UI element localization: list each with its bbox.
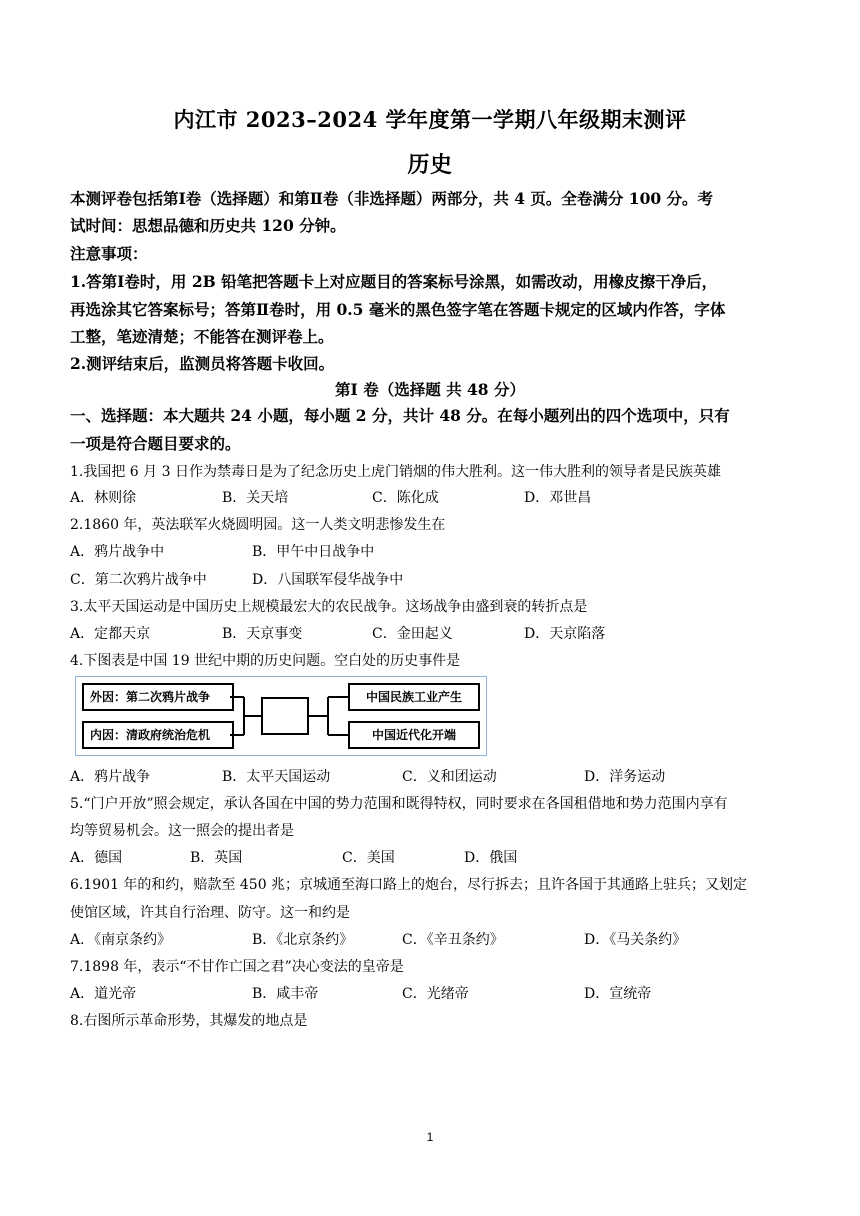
question-7-option-d: D．宣统帝: [584, 986, 652, 1002]
intro-line-1: 本测评卷包括第Ⅰ卷（选择题）和第Ⅱ卷（非选择题）两部分，共 4 页。全卷满分 100 分。考: [70, 189, 714, 208]
note-1-line-1: 1.答第Ⅰ卷时，用 2B 铅笔把答题卡上对应题目的答案标号涂黑，如需改动，用橡皮擦干净后，: [70, 272, 718, 291]
question-2-option-c: C．第二次鸦片战争中: [70, 572, 207, 588]
question-4-option-c: C．义和团运动: [402, 769, 497, 785]
exam-title: 内江市 2023–2024 学年度第一学期八年级期末测评: [173, 107, 687, 132]
question-3-option-d: D．天京陷落: [524, 626, 606, 642]
note-1-line-2: 再选涂其它答案标号；答第Ⅱ卷时，用 0.5 毫米的黑色签字笔在答题卡规定的区域内作答，字体: [70, 300, 726, 319]
question-6-option-d: D．《马关条约》: [584, 932, 687, 948]
question-5-option-c: C．美国: [342, 850, 395, 866]
diagram-right-bottom-box: 中国近代化开端: [348, 721, 480, 749]
section-instruction-1: 一、选择题：本大题共 24 小题，每小题 2 分，共计 48 分。在每小题列出的四个选项中，只有: [70, 406, 730, 425]
question-1-option-d: D．邓世昌: [524, 490, 592, 506]
intro-line-2: 试时间：思想品德和历史共 120 分钟。: [70, 216, 346, 235]
question-5-option-b: B．英国: [190, 850, 243, 866]
diagram-left-top-box: 外因：第二次鸦片战争: [82, 683, 234, 711]
question-5-stem-line-2: 均等贸易机会。这一照会的提出者是: [70, 823, 294, 839]
diagram-connectors: [76, 677, 486, 755]
question-2-option-b: B．甲午中日战争中: [252, 544, 375, 560]
subject-title: 历史: [407, 152, 453, 178]
question-7-option-c: C．光绪帝: [402, 986, 469, 1002]
question-6-option-a: A．《南京条约》: [70, 932, 172, 948]
question-5-option-a: A．德国: [70, 850, 123, 866]
section-heading: 第Ⅰ 卷（选择题 共 48 分）: [335, 380, 525, 399]
diagram-right-top-box: 中国民族工业产生: [348, 683, 480, 711]
question-6-option-c: C．《辛丑条约》: [402, 932, 504, 948]
question-4-option-b: B．太平天国运动: [222, 769, 331, 785]
question-1-option-a: A．林则徐: [70, 490, 137, 506]
question-3-option-c: C．金田起义: [372, 626, 453, 642]
page-number: 1: [426, 1130, 434, 1144]
note-1-line-3: 工整，笔迹清楚；不能答在测评卷上。: [70, 327, 334, 346]
section-instruction-2: 一项是符合题目要求的。: [70, 434, 241, 453]
question-2-option-d: D．八国联军侵华战争中: [252, 572, 404, 588]
diagram-blank-box: [262, 698, 308, 734]
question-1-option-c: C．陈化成: [372, 490, 439, 506]
question-4-stem: 4.下图表是中国 19 世纪中期的历史问题。空白处的历史事件是: [70, 653, 461, 669]
question-8-stem: 8.右图所示革命形势，其爆发的地点是: [70, 1013, 308, 1029]
question-1-option-b: B．关天培: [222, 490, 289, 506]
question-2-stem: 2.1860 年，英法联军火烧圆明园。这一人类文明悲惨发生在: [70, 517, 446, 533]
question-1-stem: 1.我国把 6 月 3 日作为禁毒日是为了纪念历史上虎门销烟的伟大胜利。这一伟大胜利的领导者是民族英雄: [70, 464, 721, 480]
cause-effect-diagram: [75, 676, 487, 756]
question-3-stem: 3.太平天国运动是中国历史上规模最宏大的农民战争。这场战争由盛到衰的转折点是: [70, 599, 588, 615]
question-3-option-b: B．天京事变: [222, 626, 303, 642]
question-7-stem: 7.1898 年，表示“不甘作亡国之君”决心变法的皇帝是: [70, 959, 404, 975]
question-7-option-a: A．道光帝: [70, 986, 137, 1002]
question-4-option-d: D．洋务运动: [584, 769, 666, 785]
question-3-option-a: A．定都天京: [70, 626, 151, 642]
question-6-option-b: B．《北京条约》: [252, 932, 354, 948]
question-6-stem-line-2: 使馆区域，许其自行治理、防守。这一和约是: [70, 905, 350, 921]
question-4-option-a: A．鸦片战争: [70, 769, 151, 785]
notes-label: 注意事项：: [70, 244, 148, 263]
question-5-option-d: D．俄国: [464, 850, 518, 866]
question-2-option-a: A．鸦片战争中: [70, 544, 165, 560]
question-5-stem-line-1: 5.“门户开放”照会规定，承认各国在中国的势力范围和既得特权，同时要求在各国租借地和势力范围内享有: [70, 796, 728, 812]
question-6-stem-line-1: 6.1901 年的和约，赔款至 450 兆；京城通至海口路上的炮台，尽行拆去；且许各国于其通路上驻兵；又划定: [70, 877, 748, 893]
question-7-option-b: B．咸丰帝: [252, 986, 319, 1002]
diagram-left-bottom-box: 内因：清政府统治危机: [82, 721, 234, 749]
note-2: 2.测评结束后，监测员将答题卡收回。: [70, 354, 335, 373]
